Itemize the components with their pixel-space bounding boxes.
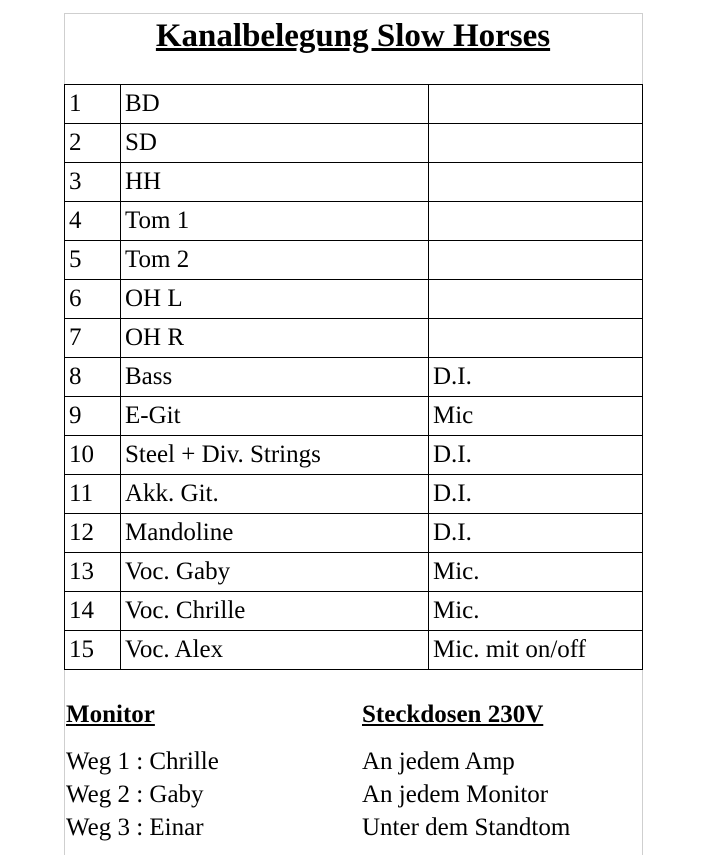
channel-number: 8 (65, 358, 121, 397)
channel-number: 14 (65, 592, 121, 631)
power-line: An jedem Amp (362, 748, 515, 775)
channel-number: 7 (65, 319, 121, 358)
channel-input-type: Mic. (429, 592, 643, 631)
channel-name: Voc. Gaby (121, 553, 429, 592)
power-line: Unter dem Standtom (362, 814, 571, 841)
table-row (65, 319, 643, 358)
table-row (65, 85, 643, 124)
channel-input-type: Mic. mit on/off (429, 631, 643, 670)
channel-name: Voc. Chrille (121, 592, 429, 631)
monitor-line: Weg 3 : Einar (66, 814, 204, 841)
channel-input-type (429, 85, 643, 124)
table-row (65, 553, 643, 592)
channel-number: 1 (65, 85, 121, 124)
channel-input-type: D.I. (429, 436, 643, 475)
channel-number: 15 (65, 631, 121, 670)
power-line: An jedem Monitor (362, 781, 549, 808)
channel-number: 11 (65, 475, 121, 514)
channel-number: 3 (65, 163, 121, 202)
monitor-line: Weg 1 : Chrille (66, 748, 219, 775)
channel-name: OH L (121, 280, 429, 319)
channel-name: Tom 2 (121, 241, 429, 280)
channel-number: 9 (65, 397, 121, 436)
channel-input-type (429, 202, 643, 241)
table-row (65, 124, 643, 163)
channel-number: 4 (65, 202, 121, 241)
channel-input-type (429, 319, 643, 358)
channel-name: OH R (121, 319, 429, 358)
channel-name: HH (121, 163, 429, 202)
table-row (65, 592, 643, 631)
channel-number: 10 (65, 436, 121, 475)
channel-number: 6 (65, 280, 121, 319)
table-row (65, 280, 643, 319)
document-title: Kanalbelegung Slow Horses (155, 18, 551, 54)
monitor-heading: Monitor (66, 701, 155, 728)
channel-input-type: Mic (429, 397, 643, 436)
table-row (65, 241, 643, 280)
channel-input-type (429, 241, 643, 280)
channel-input-type: Mic. (429, 553, 643, 592)
table-row (65, 631, 643, 670)
table-row (65, 358, 643, 397)
monitor-line: Weg 2 : Gaby (66, 781, 204, 808)
power-heading: Steckdosen 230V (362, 701, 544, 728)
table-row (65, 397, 643, 436)
channel-input-type (429, 163, 643, 202)
channel-name: Akk. Git. (121, 475, 429, 514)
channel-name: Tom 1 (121, 202, 429, 241)
table-row (65, 436, 643, 475)
channel-name: SD (121, 124, 429, 163)
table-row (65, 475, 643, 514)
channel-number: 13 (65, 553, 121, 592)
table-row (65, 163, 643, 202)
channel-input-type (429, 280, 643, 319)
channel-input-type: D.I. (429, 514, 643, 553)
channel-number: 5 (65, 241, 121, 280)
channel-name: E-Git (121, 397, 429, 436)
channel-table (64, 84, 643, 670)
channel-name: Steel + Div. Strings (121, 436, 429, 475)
channel-name: Voc. Alex (121, 631, 429, 670)
table-row (65, 514, 643, 553)
channel-name: Bass (121, 358, 429, 397)
channel-number: 2 (65, 124, 121, 163)
channel-name: Mandoline (121, 514, 429, 553)
channel-input-type: D.I. (429, 358, 643, 397)
channel-input-type: D.I. (429, 475, 643, 514)
channel-table-body (65, 85, 643, 670)
table-row (65, 202, 643, 241)
channel-input-type (429, 124, 643, 163)
channel-number: 12 (65, 514, 121, 553)
channel-name: BD (121, 85, 429, 124)
